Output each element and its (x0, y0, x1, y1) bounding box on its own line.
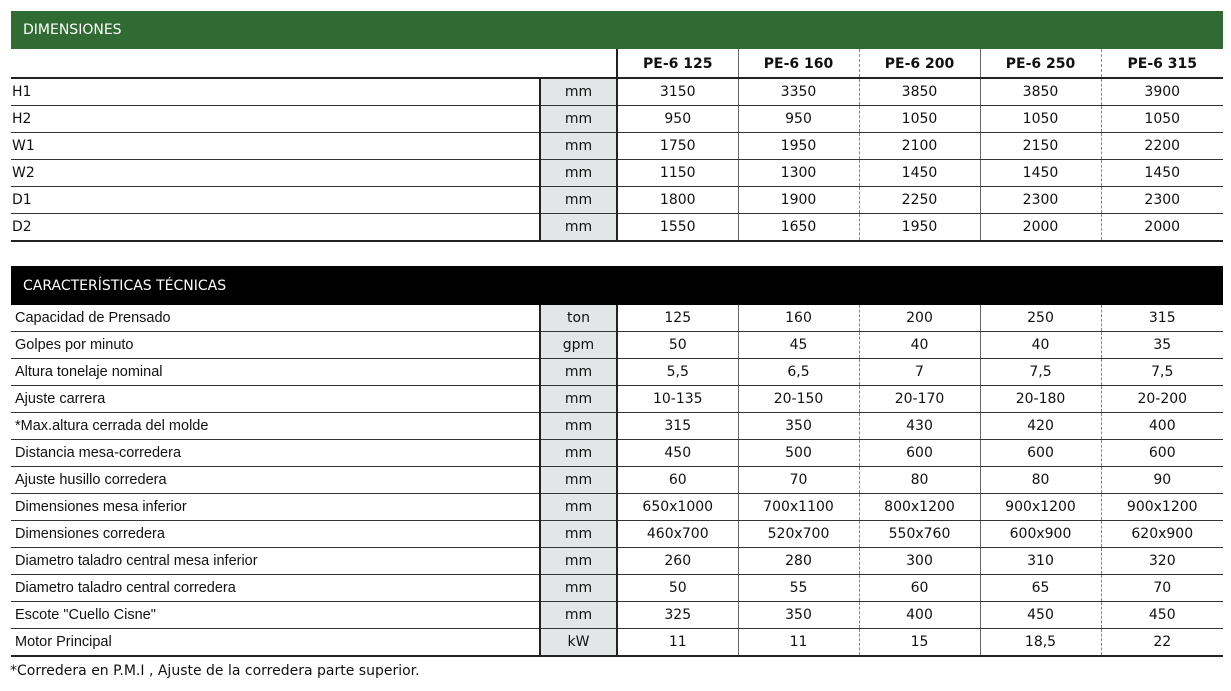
row-label: H1 (11, 78, 540, 106)
model-header: PE-6 250 (980, 49, 1101, 78)
value-cell: 70 (738, 467, 859, 494)
value-cell: 600x900 (980, 521, 1101, 548)
model-header: PE-6 160 (738, 49, 859, 78)
value-cell: 1050 (859, 106, 980, 133)
row-label: Escote "Cuello Cisne" (11, 602, 540, 629)
row-label: Dimensiones corredera (11, 521, 540, 548)
value-cell: 600 (859, 440, 980, 467)
row-label: Capacidad de Prensado (11, 305, 540, 332)
table-row (11, 133, 1223, 160)
technical-title: CARACTERÍSTICAS TÉCNICAS (23, 277, 227, 294)
value-cell: 600 (1101, 440, 1223, 467)
table-row (11, 78, 1223, 106)
row-label: Diametro taladro central corredera (11, 575, 540, 602)
value-cell: 1450 (980, 160, 1101, 187)
value-cell: 50 (617, 575, 738, 602)
value-cell: 1450 (1101, 160, 1223, 187)
dimensions-section-header (11, 11, 1223, 49)
value-cell: 20-200 (1101, 386, 1223, 413)
row-label: W2 (11, 160, 540, 187)
value-cell: 40 (980, 332, 1101, 359)
value-cell: 18,5 (980, 629, 1101, 657)
value-cell: 950 (738, 106, 859, 133)
footnote: *Corredera en P.M.I , Ajuste de la corredera parte superior. (10, 663, 420, 679)
value-cell: 520x700 (738, 521, 859, 548)
value-cell: 420 (980, 413, 1101, 440)
value-cell: 300 (859, 548, 980, 575)
unit-cell: mm (540, 467, 617, 494)
unit-cell: mm (540, 187, 617, 214)
value-cell: 6,5 (738, 359, 859, 386)
value-cell: 40 (859, 332, 980, 359)
value-cell: 20-180 (980, 386, 1101, 413)
dimensions-header-row (11, 49, 1223, 78)
value-cell: 60 (617, 467, 738, 494)
value-cell: 1750 (617, 133, 738, 160)
value-cell: 80 (980, 467, 1101, 494)
value-cell: 5,5 (617, 359, 738, 386)
value-cell: 350 (738, 413, 859, 440)
table-row (11, 187, 1223, 214)
unit-cell: mm (540, 160, 617, 187)
value-cell: 280 (738, 548, 859, 575)
value-cell: 35 (1101, 332, 1223, 359)
row-label: Ajuste husillo corredera (11, 467, 540, 494)
row-label: Golpes por minuto (11, 332, 540, 359)
unit-cell: gpm (540, 332, 617, 359)
value-cell: 70 (1101, 575, 1223, 602)
value-cell: 320 (1101, 548, 1223, 575)
value-cell: 50 (617, 332, 738, 359)
dimensions-table (11, 49, 1223, 242)
value-cell: 1450 (859, 160, 980, 187)
value-cell: 1150 (617, 160, 738, 187)
table-row (11, 467, 1223, 494)
row-label: Distancia mesa-corredera (11, 440, 540, 467)
value-cell: 200 (859, 305, 980, 332)
row-label: W1 (11, 133, 540, 160)
row-label: H2 (11, 106, 540, 133)
unit-cell: mm (540, 214, 617, 242)
value-cell: 3350 (738, 78, 859, 106)
technical-table (11, 305, 1223, 657)
row-label: Ajuste carrera (11, 386, 540, 413)
value-cell: 2150 (980, 133, 1101, 160)
table-row (11, 602, 1223, 629)
table-row (11, 359, 1223, 386)
dimensions-header-blank (11, 49, 617, 78)
value-cell: 450 (617, 440, 738, 467)
table-row (11, 160, 1223, 187)
value-cell: 2000 (1101, 214, 1223, 242)
model-header: PE-6 125 (617, 49, 738, 78)
table-row (11, 494, 1223, 521)
value-cell: 65 (980, 575, 1101, 602)
value-cell: 3900 (1101, 78, 1223, 106)
value-cell: 430 (859, 413, 980, 440)
value-cell: 1800 (617, 187, 738, 214)
value-cell: 600 (980, 440, 1101, 467)
value-cell: 350 (738, 602, 859, 629)
value-cell: 700x1100 (738, 494, 859, 521)
value-cell: 2200 (1101, 133, 1223, 160)
unit-cell: mm (540, 413, 617, 440)
dimensions-title: DIMENSIONES (23, 22, 122, 38)
row-label: Altura tonelaje nominal (11, 359, 540, 386)
value-cell: 2250 (859, 187, 980, 214)
value-cell: 620x900 (1101, 521, 1223, 548)
value-cell: 1650 (738, 214, 859, 242)
unit-cell: kW (540, 629, 617, 657)
value-cell: 7,5 (1101, 359, 1223, 386)
value-cell: 800x1200 (859, 494, 980, 521)
unit-cell: mm (540, 133, 617, 160)
table-row (11, 440, 1223, 467)
table-row (11, 332, 1223, 359)
value-cell: 1300 (738, 160, 859, 187)
value-cell: 2300 (980, 187, 1101, 214)
unit-cell: mm (540, 386, 617, 413)
value-cell: 55 (738, 575, 859, 602)
value-cell: 3150 (617, 78, 738, 106)
value-cell: 450 (1101, 602, 1223, 629)
value-cell: 22 (1101, 629, 1223, 657)
unit-cell: mm (540, 78, 617, 106)
value-cell: 900x1200 (980, 494, 1101, 521)
value-cell: 500 (738, 440, 859, 467)
unit-cell: mm (540, 575, 617, 602)
row-label: Dimensiones mesa inferior (11, 494, 540, 521)
table-row (11, 413, 1223, 440)
value-cell: 315 (1101, 305, 1223, 332)
table-row (11, 521, 1223, 548)
value-cell: 260 (617, 548, 738, 575)
value-cell: 2100 (859, 133, 980, 160)
table-row (11, 305, 1223, 332)
value-cell: 325 (617, 602, 738, 629)
table-row (11, 386, 1223, 413)
unit-cell: mm (540, 106, 617, 133)
table-row (11, 629, 1223, 657)
value-cell: 2300 (1101, 187, 1223, 214)
value-cell: 3850 (859, 78, 980, 106)
value-cell: 1950 (859, 214, 980, 242)
value-cell: 11 (617, 629, 738, 657)
unit-cell: mm (540, 494, 617, 521)
value-cell: 900x1200 (1101, 494, 1223, 521)
unit-cell: mm (540, 521, 617, 548)
unit-cell: mm (540, 602, 617, 629)
unit-cell: mm (540, 440, 617, 467)
value-cell: 1900 (738, 187, 859, 214)
value-cell: 10-135 (617, 386, 738, 413)
value-cell: 60 (859, 575, 980, 602)
value-cell: 160 (738, 305, 859, 332)
model-header: PE-6 315 (1101, 49, 1223, 78)
value-cell: 460x700 (617, 521, 738, 548)
value-cell: 250 (980, 305, 1101, 332)
row-label: Diametro taladro central mesa inferior (11, 548, 540, 575)
value-cell: 950 (617, 106, 738, 133)
value-cell: 550x760 (859, 521, 980, 548)
value-cell: 315 (617, 413, 738, 440)
value-cell: 1050 (1101, 106, 1223, 133)
value-cell: 125 (617, 305, 738, 332)
technical-section-header (11, 266, 1223, 305)
value-cell: 310 (980, 548, 1101, 575)
row-label: D1 (11, 187, 540, 214)
value-cell: 650x1000 (617, 494, 738, 521)
value-cell: 7 (859, 359, 980, 386)
table-row (11, 214, 1223, 242)
unit-cell: mm (540, 548, 617, 575)
row-label: *Max.altura cerrada del molde (11, 413, 540, 440)
value-cell: 90 (1101, 467, 1223, 494)
value-cell: 11 (738, 629, 859, 657)
table-row (11, 106, 1223, 133)
value-cell: 45 (738, 332, 859, 359)
value-cell: 400 (859, 602, 980, 629)
row-label: Motor Principal (11, 629, 540, 657)
table-row (11, 548, 1223, 575)
value-cell: 400 (1101, 413, 1223, 440)
unit-cell: ton (540, 305, 617, 332)
value-cell: 450 (980, 602, 1101, 629)
value-cell: 2000 (980, 214, 1101, 242)
value-cell: 15 (859, 629, 980, 657)
value-cell: 1550 (617, 214, 738, 242)
value-cell: 3850 (980, 78, 1101, 106)
value-cell: 80 (859, 467, 980, 494)
value-cell: 7,5 (980, 359, 1101, 386)
unit-cell: mm (540, 359, 617, 386)
value-cell: 20-150 (738, 386, 859, 413)
table-row (11, 575, 1223, 602)
value-cell: 1050 (980, 106, 1101, 133)
row-label: D2 (11, 214, 540, 242)
value-cell: 20-170 (859, 386, 980, 413)
model-header: PE-6 200 (859, 49, 980, 78)
value-cell: 1950 (738, 133, 859, 160)
